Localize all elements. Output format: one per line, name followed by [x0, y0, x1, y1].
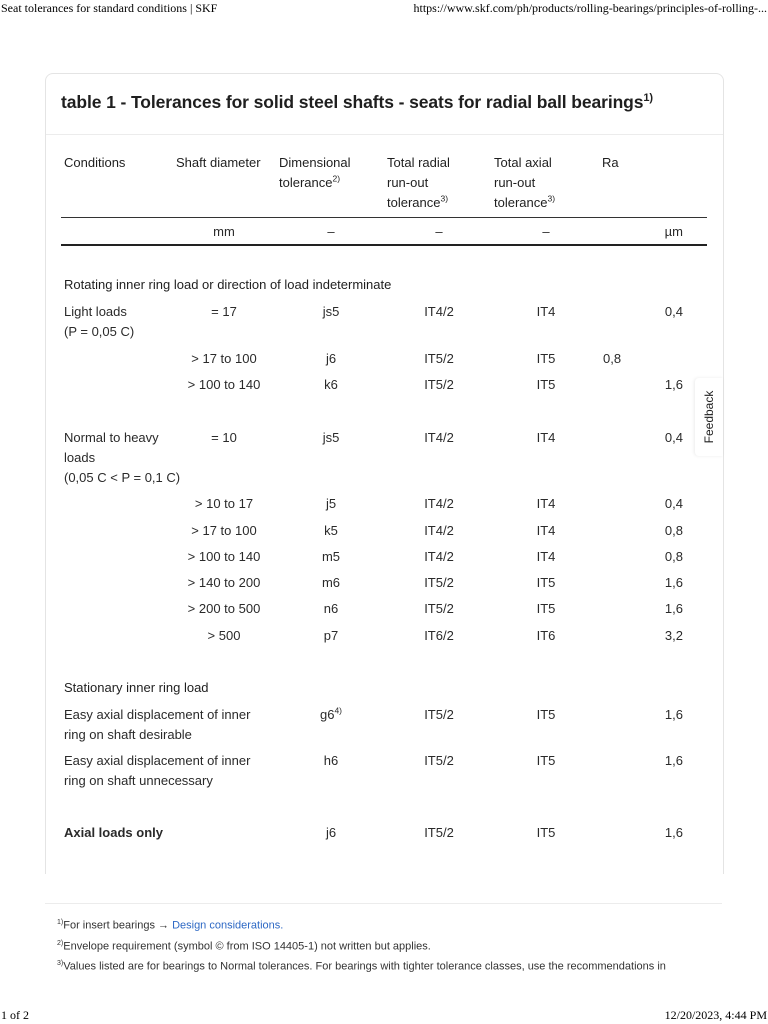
- print-date: 12/20/2023, 4:44 PM: [664, 1008, 767, 1022]
- row-radial: IT5/2: [424, 753, 454, 768]
- row-ra: 3,2: [664, 628, 683, 643]
- table-title-footnote-ref: 1): [643, 92, 653, 105]
- row-diameter: > 17 to 100: [191, 351, 257, 366]
- row-dimensional: m5: [321, 549, 341, 564]
- row-axial: IT4: [536, 430, 556, 445]
- unit-axial: –: [542, 224, 550, 239]
- condition-easy-axial-desirable: [64, 705, 269, 745]
- row-radial: IT4/2: [424, 304, 454, 319]
- row-dimensional: n6: [323, 601, 339, 616]
- condition-easy-unnecessary-line1: Easy axial displacement of inner: [64, 753, 251, 768]
- row-axial: IT5: [536, 575, 556, 590]
- row-dimensional: js5: [322, 304, 340, 319]
- print-page-title: Seat tolerances for standard conditions | SKF: [1, 1, 218, 15]
- row-diameter: > 140 to 200: [187, 575, 261, 590]
- row-dimensional: p7: [323, 628, 339, 643]
- header-total-radial-runout: [387, 153, 487, 213]
- footnote-1-marker: 1): [57, 919, 64, 926]
- row-dimensional: [301, 705, 361, 725]
- row-axial: IT5: [536, 351, 556, 366]
- header-ra: Ra: [602, 155, 619, 170]
- row-radial: IT5/2: [424, 601, 454, 616]
- condition-light-loads-line1: Light loads: [64, 304, 127, 319]
- row-ra: 1,6: [664, 601, 683, 616]
- row-ra: 0,4: [664, 304, 683, 319]
- row-dimensional: js5: [322, 430, 340, 445]
- condition-normal-line3: (0,05 C < P = 0,1 C): [64, 470, 181, 485]
- row-axial: IT5: [536, 707, 556, 722]
- header-conditions: Conditions: [64, 155, 126, 170]
- unit-radial: –: [435, 224, 443, 239]
- table-card: [45, 73, 724, 874]
- header-shaft-diameter: Shaft diameter: [176, 155, 261, 170]
- print-page-url: https://www.skf.com/ph/products/rolling-bearings/principles-of-rolling-...: [413, 1, 767, 15]
- units-rule: [61, 244, 707, 246]
- row-radial: IT5/2: [424, 825, 454, 840]
- row-dimensional: j5: [325, 496, 337, 511]
- feedback-tab[interactable]: [695, 378, 723, 456]
- header-axial-footnote-ref: 3): [547, 193, 556, 204]
- table-title-text: table 1 - Tolerances for solid steel shafts - seats for radial ball bearings: [61, 92, 644, 112]
- header-radial-footnote-ref: 3): [440, 193, 449, 204]
- row-dimensional-value: g6: [319, 707, 335, 722]
- row-radial: IT4/2: [424, 523, 454, 538]
- header-dimensional-line1: Dimensional: [279, 155, 351, 170]
- footnote-2-marker: 2): [57, 939, 64, 947]
- footnote-2: [57, 935, 757, 956]
- row-diameter: > 200 to 500: [187, 601, 261, 616]
- row-ra: 0,4: [664, 430, 683, 445]
- row-ra: 0,8: [664, 549, 683, 564]
- row-ra: 1,6: [664, 753, 683, 768]
- row-axial: IT6: [536, 628, 556, 643]
- unit-ra: µm: [664, 224, 683, 239]
- footnotes-divider: [45, 903, 722, 904]
- condition-normal-line1: Normal to heavy: [64, 430, 159, 445]
- row-ra: 0,4: [664, 496, 683, 511]
- footnote-1-text: For insert bearings →: [63, 919, 173, 932]
- footnote-2-text: Envelope requirement (symbol © from ISO 14405-1) not written but applies.: [63, 940, 431, 953]
- row-dimensional-footnote-ref: 4): [334, 705, 343, 716]
- section-axial-loads-only: Axial loads only: [64, 825, 163, 840]
- print-page-number: 1 of 2: [1, 1008, 29, 1022]
- header-total-axial-runout: [494, 153, 594, 213]
- row-radial: IT5/2: [424, 377, 454, 392]
- row-dimensional: j6: [325, 825, 337, 840]
- row-dimensional: j6: [325, 351, 337, 366]
- row-radial: IT5/2: [424, 575, 454, 590]
- row-radial: IT6/2: [424, 628, 454, 643]
- section-stationary-inner-ring-load: Stationary inner ring load: [64, 680, 209, 695]
- row-axial: IT4: [536, 549, 556, 564]
- header-axial-line2: run-out: [494, 175, 536, 190]
- row-dimensional: k6: [324, 377, 338, 392]
- design-considerations-link[interactable]: Design considerations.: [172, 919, 284, 932]
- print-header: [0, 0, 768, 16]
- print-footer: [0, 1008, 768, 1024]
- section-rotating-inner-ring-load: Rotating inner ring load or direction of load indeterminate: [64, 277, 392, 292]
- row-axial: IT5: [536, 601, 556, 616]
- row-ra: 1,6: [664, 575, 683, 590]
- footnotes: [57, 914, 757, 976]
- header-dimensional-tolerance: [279, 153, 379, 193]
- feedback-label: Feedback: [702, 390, 716, 444]
- row-radial: IT4/2: [424, 549, 454, 564]
- row-diameter: > 17 to 100: [191, 523, 257, 538]
- condition-easy-unnecessary-line2: ring on shaft unnecessary: [64, 773, 213, 788]
- row-diameter: > 500: [207, 628, 241, 643]
- tolerance-table: [46, 74, 723, 874]
- condition-normal-line2: loads: [64, 450, 96, 465]
- row-axial: IT5: [536, 377, 556, 392]
- row-diameter: = 17: [211, 304, 237, 319]
- row-dimensional: k5: [324, 523, 338, 538]
- header-axial-line1: Total axial: [494, 155, 552, 170]
- header-rule: [61, 217, 707, 218]
- condition-easy-desirable-line2: ring on shaft desirable: [64, 727, 192, 742]
- row-diameter: > 100 to 140: [187, 549, 261, 564]
- header-dimensional-line2: tolerance: [279, 175, 333, 190]
- row-axial: IT5: [536, 825, 556, 840]
- row-ra: 1,6: [664, 377, 683, 392]
- row-radial: IT5/2: [424, 707, 454, 722]
- footnote-1: [57, 914, 757, 935]
- condition-light-loads-line2: (P = 0,05 C): [64, 324, 135, 339]
- header-dimensional-footnote-ref: 2): [332, 173, 341, 184]
- row-ra: 1,6: [664, 825, 683, 840]
- header-radial-line1: Total radial: [387, 155, 450, 170]
- header-radial-line2: run-out: [387, 175, 429, 190]
- row-axial: IT4: [536, 496, 556, 511]
- footnote-3: [57, 955, 757, 976]
- row-ra: 1,6: [664, 707, 683, 722]
- row-radial: IT4/2: [424, 430, 454, 445]
- row-axial: IT5: [536, 753, 556, 768]
- condition-normal-to-heavy-loads: [64, 428, 181, 488]
- unit-dimensional: –: [327, 224, 335, 239]
- row-diameter: = 10: [211, 430, 237, 445]
- header-axial-line3: tolerance: [494, 195, 548, 210]
- condition-easy-desirable-line1: Easy axial displacement of inner: [64, 707, 251, 722]
- condition-easy-axial-unnecessary: [64, 751, 269, 791]
- row-dimensional: m6: [321, 575, 341, 590]
- row-axial: IT4: [536, 304, 556, 319]
- row-radial: IT4/2: [424, 496, 454, 511]
- row-dimensional: h6: [323, 753, 339, 768]
- header-radial-line3: tolerance: [387, 195, 441, 210]
- row-diameter: > 100 to 140: [187, 377, 261, 392]
- footnote-3-marker: 3): [57, 960, 64, 968]
- row-diameter: > 10 to 17: [194, 496, 254, 511]
- unit-shaft-diameter: mm: [213, 224, 235, 239]
- row-radial: IT5/2: [424, 351, 454, 366]
- row-ra: 0,8: [664, 523, 683, 538]
- row-ra: 0,8: [603, 351, 622, 366]
- footnote-3-text: Values listed are for bearings to Normal tolerances. For bearings with tighter tolerance classes, use the recommendations in: [63, 960, 666, 973]
- row-axial: IT4: [536, 523, 556, 538]
